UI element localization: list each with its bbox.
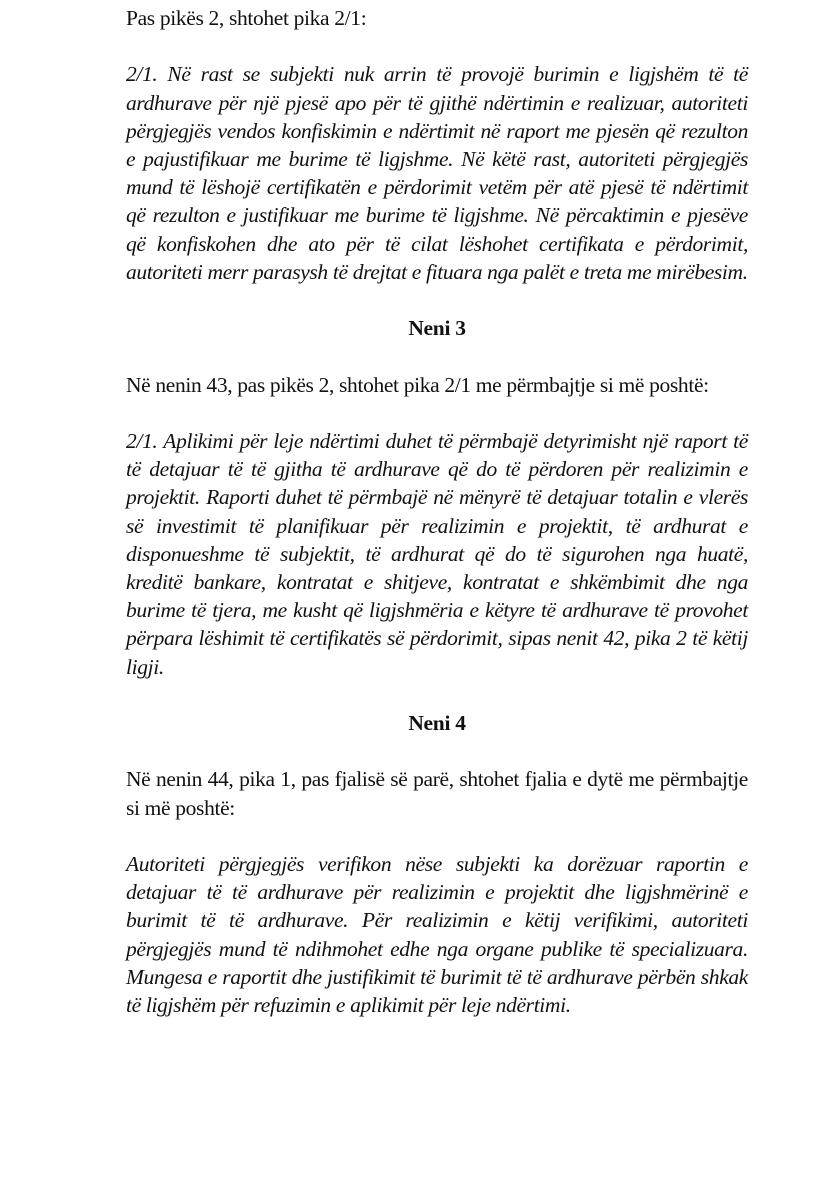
spacer (126, 342, 748, 370)
article-heading-4: Neni 4 (408, 711, 466, 735)
intro-line: Pas pikës 2, shtohet pika 2/1: (126, 6, 367, 30)
spacer (126, 822, 748, 850)
spacer (126, 286, 748, 314)
spacer (126, 737, 748, 765)
spacer (126, 399, 748, 427)
article-4-intro: Në nenin 44, pika 1, pas fjalisë së parë, shtohet fjalia e dytë me përmbajtje si më poshtë: (126, 767, 748, 820)
amendment-point-2-1: 2/1. Në rast se subjekti nuk arrin të provojë burimin e ligjshëm të të ardhurave për një pjesë apo për të gjithë ndërtimin e realizuar, autoriteti përgjegjës vendos konfiskimin e ndërtimit në raport me pjesën që rezulton e pajustifikuar me burime të ligjshme. Në këtë rast, autoriteti përgjegjës mund të lëshojë certifikatën e përdorimit vetëm për atë pjesë të ndërtimit që rezulton e justifikuar me burime të ligjshme. Në përcaktimin e pjesëve që konfiskohen dhe ato për të cilat lëshohet certifikata e përdorimit, autoriteti merr parasysh të drejtat e fituara nga palët e treta me mirëbesim. (126, 62, 748, 284)
article-4-body: Autoriteti përgjegjës verifikon nëse subjekti ka dorëzuar raportin e detajuar të të ardhurave për realizimin e projektit dhe ligjshmërinë e burimit të të ardhurave. Për realizimin e këtij verifikimi, autoriteti përgjegjës mund të ndihmohet edhe nga organe publike të specializuara. Mungesa e raportit dhe justifikimit të burimit të të ardhurave përbën shkak të ligjshëm për refuzimin e aplikimit për leje ndërtimi. (126, 851, 748, 1017)
article-heading-3: Neni 3 (408, 316, 466, 341)
spacer (126, 32, 748, 60)
article-3-body: 2/1. Aplikimi për leje ndërtimi duhet të përmbajë detyrimisht një raport të të detajuar të të gjitha të ardhurave që do të përdoren për realizimin e projektit. Raporti duhet të përmbajë në mënyrë të detajuar totalin e vlerës së investimit të planifikuar për realizimin e projektit, të ardhurat e disponueshme të subjektit, të ardhurat që do të sigurohen nga huatë, kreditë bankare, kontratat e shitjeve, kontratat e shkëmbimit dhe nga burime të tjera, me kusht që ligjshmëria e këtyre të ardhurave të provohet përpara lëshimit të certifikatës së përdorimit, sipas nenit 42, pika 2 të këtij ligji. (126, 428, 748, 679)
article-3-intro: Në nenin 43, pas pikës 2, shtohet pika 2/1 me përmbajtje si më poshtë: (126, 372, 709, 397)
document-page (126, 4, 748, 1019)
spacer (126, 681, 748, 709)
